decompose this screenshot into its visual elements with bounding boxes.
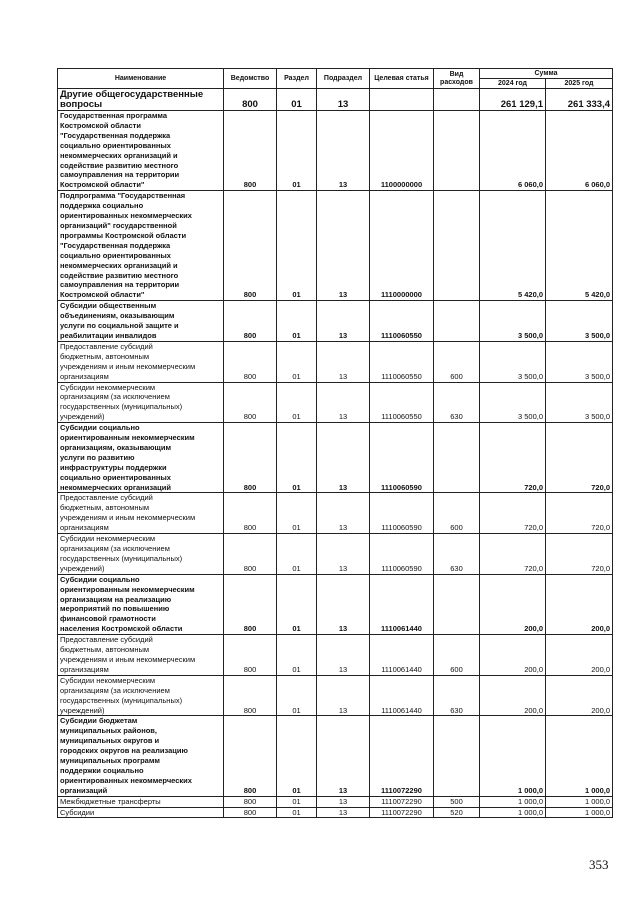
row-sum-2025: 200,0 [546, 574, 613, 634]
row-sum-2024: 3 500,0 [480, 341, 546, 382]
row-podrazdel: 13 [317, 191, 370, 301]
row-celevaya-statya [370, 89, 434, 111]
row-vid-rashodov: 500 [434, 796, 480, 807]
row-name: Предоставление субсидий бюджетным, автономным учреждениям и иным некоммерческим организациям [58, 493, 224, 534]
table-row [58, 89, 613, 111]
row-vedomstvo: 800 [224, 796, 277, 807]
table-row [58, 534, 613, 575]
row-podrazdel: 13 [317, 493, 370, 534]
budget-table-container [57, 68, 613, 818]
header-podrazdel: Подраздел [317, 69, 370, 89]
row-celevaya-statya: 1110060590 [370, 534, 434, 575]
table-row [58, 382, 613, 423]
row-podrazdel: 13 [317, 423, 370, 493]
row-vedomstvo: 800 [224, 301, 277, 342]
row-razdel: 01 [277, 493, 317, 534]
row-name: Субсидии социально ориентированным некоммерческим организациям, оказывающим услуги по развитию инфраструктуры поддержки социально ориентированных некоммерческих организаций [58, 423, 224, 493]
row-razdel: 01 [277, 382, 317, 423]
row-sum-2024: 720,0 [480, 534, 546, 575]
row-vid-rashodov: 630 [434, 534, 480, 575]
row-celevaya-statya: 1110072290 [370, 796, 434, 807]
header-razdel: Раздел [277, 69, 317, 89]
header-summa: Сумма [480, 69, 613, 79]
row-sum-2025: 720,0 [546, 493, 613, 534]
row-razdel: 01 [277, 111, 317, 191]
row-celevaya-statya: 1110072290 [370, 807, 434, 818]
table-row [58, 341, 613, 382]
row-vid-rashodov [434, 191, 480, 301]
row-razdel: 01 [277, 716, 317, 796]
table-row [58, 675, 613, 716]
row-sum-2025: 5 420,0 [546, 191, 613, 301]
row-sum-2024: 720,0 [480, 423, 546, 493]
row-vid-rashodov [434, 423, 480, 493]
row-vedomstvo: 800 [224, 807, 277, 818]
table-row [58, 635, 613, 676]
table-row [58, 423, 613, 493]
row-vid-rashodov: 630 [434, 382, 480, 423]
row-celevaya-statya: 1110072290 [370, 716, 434, 796]
row-vedomstvo: 800 [224, 675, 277, 716]
row-sum-2025: 1 000,0 [546, 807, 613, 818]
row-celevaya-statya: 1110060590 [370, 423, 434, 493]
row-sum-2025: 720,0 [546, 423, 613, 493]
row-name: Субсидии [58, 807, 224, 818]
row-razdel: 01 [277, 675, 317, 716]
row-podrazdel: 13 [317, 807, 370, 818]
row-razdel: 01 [277, 796, 317, 807]
row-sum-2024: 200,0 [480, 574, 546, 634]
row-celevaya-statya: 1110061440 [370, 675, 434, 716]
row-celevaya-statya: 1110060550 [370, 341, 434, 382]
row-name: Государственная программа Костромской области "Государственная поддержка социально ориентированных некоммерческих организаций и содействие развитию местного самоуправления на территории Костромской области" [58, 111, 224, 191]
row-sum-2025: 200,0 [546, 635, 613, 676]
row-name: Предоставление субсидий бюджетным, автономным учреждениям и иным некоммерческим организациям [58, 341, 224, 382]
row-celevaya-statya: 1110061440 [370, 574, 434, 634]
row-vid-rashodov [434, 111, 480, 191]
row-sum-2025: 261 333,4 [546, 89, 613, 111]
row-sum-2024: 3 500,0 [480, 382, 546, 423]
row-podrazdel: 13 [317, 796, 370, 807]
table-row [58, 796, 613, 807]
row-sum-2024: 6 060,0 [480, 111, 546, 191]
table-row [58, 111, 613, 191]
table-row [58, 191, 613, 301]
row-razdel: 01 [277, 341, 317, 382]
row-podrazdel: 13 [317, 341, 370, 382]
row-razdel: 01 [277, 807, 317, 818]
header-vedomstvo: Ведомство [224, 69, 277, 89]
row-podrazdel: 13 [317, 635, 370, 676]
budget-table-body [58, 89, 613, 818]
row-vedomstvo: 800 [224, 574, 277, 634]
row-razdel: 01 [277, 574, 317, 634]
table-row [58, 807, 613, 818]
row-vedomstvo: 800 [224, 716, 277, 796]
row-sum-2024: 3 500,0 [480, 301, 546, 342]
row-razdel: 01 [277, 534, 317, 575]
row-celevaya-statya: 1110060550 [370, 382, 434, 423]
row-razdel: 01 [277, 89, 317, 111]
row-podrazdel: 13 [317, 716, 370, 796]
row-razdel: 01 [277, 301, 317, 342]
table-row [58, 301, 613, 342]
row-vedomstvo: 800 [224, 89, 277, 111]
row-podrazdel: 13 [317, 574, 370, 634]
row-vedomstvo: 800 [224, 534, 277, 575]
row-name: Субсидии социально ориентированным некоммерческим организациям на реализацию мероприятий по повышению финансовой грамотности населения Костромской области [58, 574, 224, 634]
row-sum-2025: 200,0 [546, 675, 613, 716]
row-vedomstvo: 800 [224, 191, 277, 301]
row-vedomstvo: 800 [224, 111, 277, 191]
row-celevaya-statya: 1110060590 [370, 493, 434, 534]
row-vid-rashodov [434, 301, 480, 342]
row-podrazdel: 13 [317, 89, 370, 111]
row-sum-2025: 6 060,0 [546, 111, 613, 191]
row-name: Субсидии бюджетам муниципальных районов, муниципальных округов и городских округов на реализацию муниципальных программ поддержки социально ориентированных некоммерческих организаций [58, 716, 224, 796]
row-sum-2024: 1 000,0 [480, 716, 546, 796]
page-number: 353 [589, 857, 609, 872]
budget-table [57, 68, 613, 818]
row-vid-rashodov: 520 [434, 807, 480, 818]
row-vid-rashodov: 600 [434, 635, 480, 676]
table-row [58, 716, 613, 796]
row-podrazdel: 13 [317, 675, 370, 716]
row-vid-rashodov: 600 [434, 493, 480, 534]
row-razdel: 01 [277, 423, 317, 493]
row-razdel: 01 [277, 635, 317, 676]
row-name: Подпрограмма "Государственная поддержка социально ориентированных некоммерческих организаций" государственной программы Костромской области "Государственная поддержка социально ориентированных некоммерческих организаций и содействие развитию местного самоуправления на территории Костромской области" [58, 191, 224, 301]
row-sum-2025: 1 000,0 [546, 716, 613, 796]
table-row [58, 493, 613, 534]
row-name: Межбюджетные трансферты [58, 796, 224, 807]
header-year-2025: 2025 год [546, 79, 613, 89]
header-year-2024: 2024 год [480, 79, 546, 89]
row-vedomstvo: 800 [224, 635, 277, 676]
row-name: Субсидии некоммерческим организациям (за исключением государственных (муниципальных) учреждений) [58, 675, 224, 716]
row-vedomstvo: 800 [224, 493, 277, 534]
row-sum-2024: 200,0 [480, 635, 546, 676]
header-name: Наименование [58, 69, 224, 89]
row-vid-rashodov [434, 89, 480, 111]
header-vid-rashodov: Вид расходов [434, 69, 480, 89]
row-sum-2024: 261 129,1 [480, 89, 546, 111]
row-podrazdel: 13 [317, 301, 370, 342]
row-celevaya-statya: 1110060550 [370, 301, 434, 342]
row-razdel: 01 [277, 191, 317, 301]
row-vid-rashodov: 600 [434, 341, 480, 382]
row-vid-rashodov [434, 716, 480, 796]
row-sum-2024: 1 000,0 [480, 796, 546, 807]
row-name: Субсидии некоммерческим организациям (за исключением государственных (муниципальных) учреждений) [58, 382, 224, 423]
row-name: Субсидии некоммерческим организациям (за исключением государственных (муниципальных) учреждений) [58, 534, 224, 575]
row-vid-rashodov: 630 [434, 675, 480, 716]
row-sum-2025: 1 000,0 [546, 796, 613, 807]
header-celevaya-statya: Целевая статья [370, 69, 434, 89]
row-sum-2024: 5 420,0 [480, 191, 546, 301]
row-name: Субсидии общественным объединениям, оказывающим услуги по социальной защите и реабилитации инвалидов [58, 301, 224, 342]
row-sum-2024: 200,0 [480, 675, 546, 716]
row-sum-2025: 3 500,0 [546, 382, 613, 423]
row-vedomstvo: 800 [224, 341, 277, 382]
row-vid-rashodov [434, 574, 480, 634]
row-sum-2025: 3 500,0 [546, 301, 613, 342]
row-name: Другие общегосударственные вопросы [58, 89, 224, 111]
row-vedomstvo: 800 [224, 382, 277, 423]
row-celevaya-statya: 1100000000 [370, 111, 434, 191]
row-name: Предоставление субсидий бюджетным, автономным учреждениям и иным некоммерческим организациям [58, 635, 224, 676]
row-sum-2025: 720,0 [546, 534, 613, 575]
row-vedomstvo: 800 [224, 423, 277, 493]
row-podrazdel: 13 [317, 111, 370, 191]
row-sum-2025: 3 500,0 [546, 341, 613, 382]
row-podrazdel: 13 [317, 534, 370, 575]
row-sum-2024: 1 000,0 [480, 807, 546, 818]
row-celevaya-statya: 1110000000 [370, 191, 434, 301]
table-row [58, 574, 613, 634]
row-podrazdel: 13 [317, 382, 370, 423]
row-celevaya-statya: 1110061440 [370, 635, 434, 676]
row-sum-2024: 720,0 [480, 493, 546, 534]
